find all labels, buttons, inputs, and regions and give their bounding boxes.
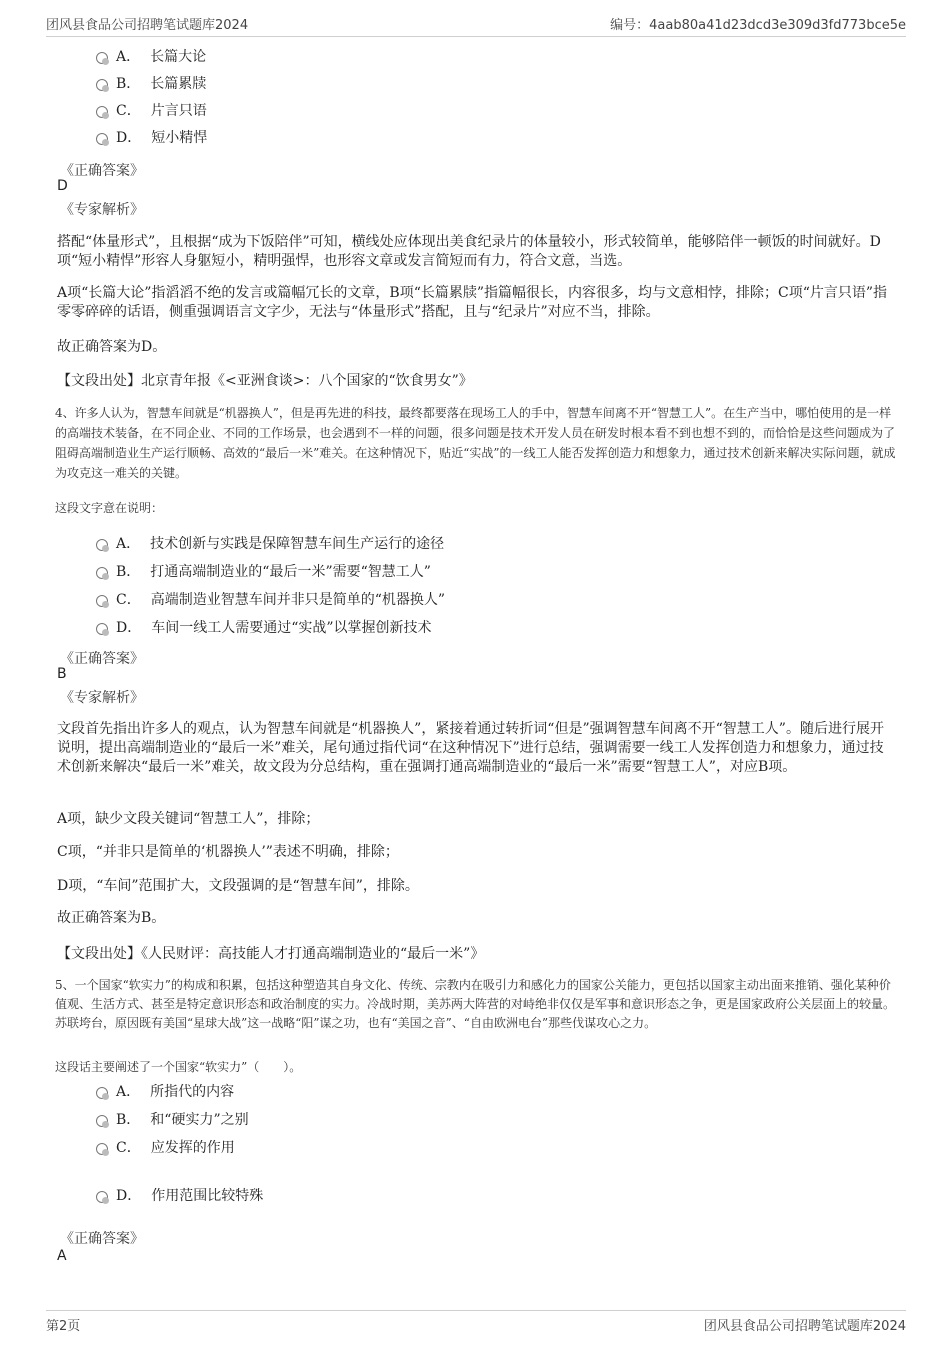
analysis-paragraph: 搭配“体量形式”，且根据“成为下饭陪伴”可知，横线处应体现出美食纪录片的体量较小，形式较简单，能够陪伴一顿饭的时间就好。D项“短小精悍”形容人身躯短小，精明强悍，也形容文章或发言简短而有力，符合文意，当选。 <box>57 234 881 269</box>
radio-icon[interactable] <box>96 567 108 579</box>
page-number: 第2页 <box>46 1319 81 1334</box>
q4-option-a[interactable]: A． 技术创新与实践是保障智慧车间生产运行的途径 <box>96 533 444 555</box>
q4-option-d[interactable]: D． 车间一线工人需要通过“实战”以掌握创新技术 <box>96 617 432 639</box>
radio-icon[interactable] <box>96 1191 108 1203</box>
q4-option-c[interactable]: C． 高端制造业智慧车间并非只是简单的“机器换人” <box>96 589 445 611</box>
page-header <box>46 10 906 37</box>
correct-answer: D <box>57 178 68 194</box>
q5-option-d[interactable]: D． 作用范围比较特殊 <box>96 1185 263 1207</box>
analysis-paragraph: 文段首先指出许多人的观点，认为智慧车间就是“机器换人”，紧接着通过转折词“但是”强调智慧车间离不开“智慧工人”。随后进行展开说明，提出高端制造业的“最后一米”难关，尾句通过指代词“在这种情况下”进行总结，强调需要一线工人发挥创造力和想象力，通过技术创新来解决“最后一米”难关，故文段为分总结构，重在强调打通高端制造业的“最后一米”需要“智慧工人”，对应B项。 <box>57 721 884 775</box>
question-stem: 5、一个国家“软实力”的构成和积累，包括这种塑造其自身文化、传统、宗教内在吸引力和感化力的国家公关能力，更包括以国家主动出面来推销、强化某种价值观、生活方式、甚至是特定意识形态和政治制度的实力。冷战时期，美苏两大阵营的对峙绝非仅仅是军事和意识形态之争，更是国家政府公关层面上的较量。苏联垮台，原因既有美国“星球大战”这一战略“阳”谋之功，也有“美国之音”、“自由欧洲电台”那些伐谋攻心之力。 <box>55 978 896 1030</box>
page-footer <box>46 1310 906 1339</box>
footer-title: 团风县食品公司招聘笔试题库2024 <box>703 1319 906 1334</box>
q3-option-a[interactable]: A． 长篇大论 <box>96 46 206 68</box>
radio-icon[interactable] <box>96 79 108 91</box>
answer-label: 《正确答案》 <box>60 163 144 179</box>
radio-icon[interactable] <box>96 1143 108 1155</box>
q5-option-c[interactable]: C． 应发挥的作用 <box>96 1137 235 1159</box>
q5-option-a[interactable]: A． 所指代的内容 <box>96 1081 234 1103</box>
question-prompt: 这段话主要阐述了一个国家“软实力”（ ）。 <box>55 1060 302 1074</box>
header-title: 团风县食品公司招聘笔试题库2024 <box>46 18 249 33</box>
radio-icon[interactable] <box>96 595 108 607</box>
question-stem: 4、许多人认为，智慧车间就是“机器换人”，但是再先进的科技，最终都要落在现场工人的手中，智慧车间离不开“智慧工人”。在生产当中，哪怕使用的是一样的高端技术装备，在不同企业、不同的工作场景，也会遇到不一样的问题，很多问题是技术开发人员在研发时根本看不到也想不到的，而恰恰是这些问题成为了阻碍高端制造业生产运行顺畅、高效的“最后一米”难关。在这种情况下，贴近“实战”的一线工人能否发挥创造力和想象力，通过技术创新来解决实际问题，就成为攻克这一难关的关键。 <box>55 406 896 480</box>
analysis-paragraph: A项“长篇大论”指滔滔不绝的发言或篇幅冗长的文章，B项“长篇累牍”指篇幅很长，内容很多，均与文意相悖，排除；C项“片言只语”指零零碎碎的话语，侧重强调语言文字少，无法与“体量形式”搭配，且与“纪录片”对应不当，排除。 <box>57 285 888 320</box>
analysis-paragraph: A项，缺少文段关键词“智慧工人”，排除； <box>57 811 320 827</box>
radio-icon[interactable] <box>96 52 108 64</box>
q3-option-d[interactable]: D． 短小精悍 <box>96 127 207 149</box>
radio-icon[interactable] <box>96 623 108 635</box>
analysis-label: 《专家解析》 <box>60 690 144 706</box>
radio-icon[interactable] <box>96 1087 108 1099</box>
correct-answer: B <box>57 666 67 682</box>
radio-icon[interactable] <box>96 133 108 145</box>
analysis-paragraph: C项，“并非只是简单的‘机器换人’”表述不明确，排除； <box>57 844 399 860</box>
analysis-conclusion: 故正确答案为B。 <box>57 910 166 926</box>
question-prompt: 这段文字意在说明： <box>55 501 164 515</box>
source-citation: 【文段出处】《人民财评：高技能人才打通高端制造业的“最后一米”》 <box>57 946 485 962</box>
analysis-conclusion: 故正确答案为D。 <box>57 339 167 355</box>
radio-icon[interactable] <box>96 539 108 551</box>
analysis-label: 《专家解析》 <box>60 202 144 218</box>
document-id: 编号：4aab80a41d23dcd3e309d3fd773bce5e <box>610 18 906 33</box>
q5-option-b[interactable]: B． 和“硬实力”之别 <box>96 1109 249 1131</box>
analysis-paragraph: D项，“车间”范围扩大，文段强调的是“智慧车间”，排除。 <box>57 878 419 894</box>
correct-answer: A <box>57 1248 67 1264</box>
radio-icon[interactable] <box>96 1115 108 1127</box>
q4-option-b[interactable]: B． 打通高端制造业的“最后一米”需要“智慧工人” <box>96 561 431 583</box>
source-citation: 【文段出处】北京青年报《<亚洲食谈>：八个国家的“饮食男女”》 <box>57 373 473 389</box>
answer-label: 《正确答案》 <box>60 651 144 667</box>
answer-label: 《正确答案》 <box>60 1231 144 1247</box>
q3-option-c[interactable]: C． 片言只语 <box>96 100 207 122</box>
radio-icon[interactable] <box>96 106 108 118</box>
q3-option-b[interactable]: B． 长篇累牍 <box>96 73 206 95</box>
